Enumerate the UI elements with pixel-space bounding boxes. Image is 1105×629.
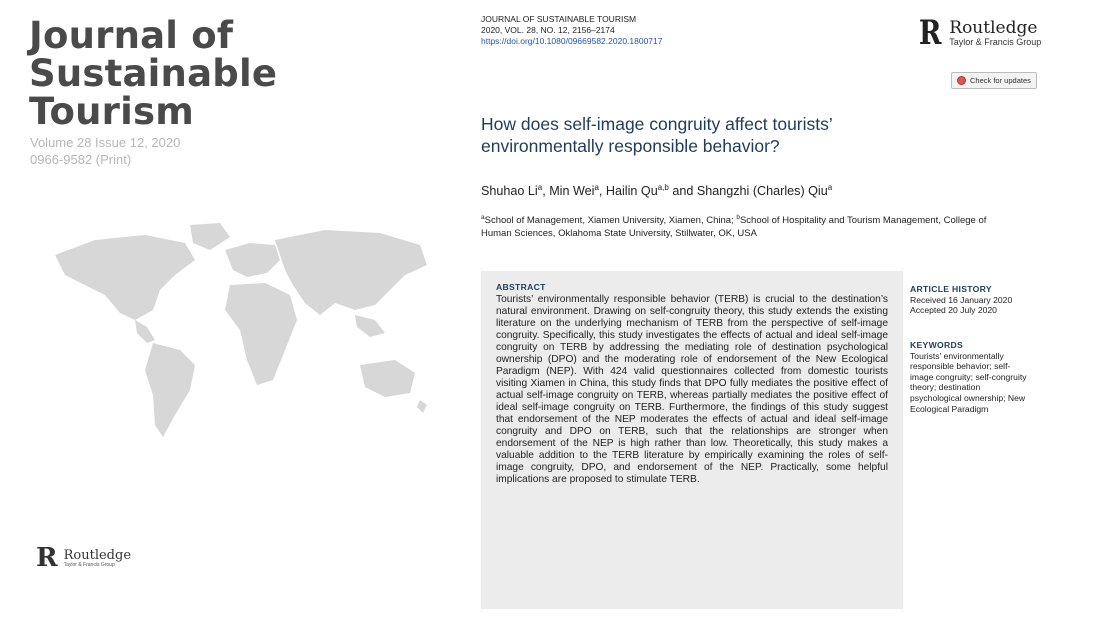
- journal-cover: [0, 0, 440, 629]
- routledge-logo-mark: R: [36, 543, 58, 573]
- volume-info: 2020, VOL. 28, NO. 12, 2156–2174: [481, 25, 615, 35]
- author-affiliation-mark: a: [594, 183, 599, 192]
- check-for-updates-label: Check for updates: [970, 76, 1031, 85]
- author-name: Hailin Qu: [605, 184, 658, 199]
- cover-publisher-subtitle: Taylor & Francis Group: [63, 561, 115, 568]
- keywords-heading: KEYWORDS: [910, 340, 964, 350]
- accepted-date: Accepted 20 July 2020: [910, 305, 997, 316]
- publisher-subtitle: Taylor & Francis Group: [949, 37, 1042, 47]
- abstract-heading: ABSTRACT: [496, 282, 546, 292]
- article-title: How does self-image congruity affect tourists’ environmentally responsible behavior?: [481, 114, 833, 156]
- publisher-logo: [916, 13, 1042, 53]
- cover-issn: 0966-9582 (Print): [30, 152, 132, 167]
- article-first-page: [448, 0, 1105, 629]
- author-name: Shuhao Li: [481, 184, 538, 199]
- author-name: Min Wei: [549, 184, 595, 199]
- author-affiliation-mark: a,b: [657, 183, 669, 192]
- received-date: Received 16 January 2020: [910, 294, 1013, 305]
- keywords-section: [910, 340, 1030, 414]
- world-map-graphic: [35, 215, 435, 445]
- author-list: Shuhao Li$^a$, Min Wei$^a$, Hailin Qu$^{a,b}$ and Shangzhi (Charles) Qiu$^a$: [481, 183, 833, 199]
- cover-volume: Volume 28 Issue 12, 2020: [30, 135, 181, 150]
- keywords-list: Tourists’ environmentally responsible behavior; self-image congruity; self-congruity theory; destination psychological ownership; New Ecological Paradigm: [910, 350, 1027, 414]
- cover-title-line-2: Sustainable: [29, 52, 278, 95]
- crossmark-icon: [957, 76, 966, 85]
- abstract-box: [481, 271, 903, 609]
- article-history-heading: ARTICLE HISTORY: [910, 284, 992, 294]
- journal-header: JOURNAL OF SUSTAINABLE TOURISM: [481, 14, 637, 24]
- check-for-updates-button[interactable]: [951, 72, 1037, 89]
- cover-title-line-3: Tourism: [29, 90, 194, 133]
- author-name: Shangzhi (Charles) Qiu: [696, 184, 828, 199]
- abstract-text: Tourists’ environmentally responsible behavior (TERB) is crucial to the destination’s natural environment. Drawing on self-congruity theory, this study extends the existing literature on the underlying mechanism of TERB from the perspective of self-image congruity. Specifically, this study investigates the effects of actual and ideal self-image congruity on TERB by addressing the mediating role of destination psychological ownership (DPO) and the moderating role of endorsement of the New Ecological Paradigm (NEP). With 424 valid questionnaires collected from domestic tourists visiting Xiamen in China, this study finds that DPO fully mediates the positive effect of actual self-image congruity on TERB, whereas partially mediates the positive effect of ideal self-image congruity on TERB. Furthermore, the findings of this study suggest that endorsement of the NEP moderates the effects of actual and ideal self-image congruity and DPO on TERB, such that the relationships are stronger when endorsement of the NEP is high rather than low. Theoretically, this study makes a valuable addition to the TERB literature by empirically examining the roles of self-image congruity, DPO, and endorsement of the NEP. Practically, some helpful implications are proposed to stimulate TERB.: [496, 294, 888, 485]
- publisher-name: Routledge: [949, 18, 1038, 38]
- affiliations: $^a$School of Management, Xiamen University, Xiamen, China; $^b$School of Hospitality and Tourism Management, College of Human Sciences, Oklahoma State University, Stillwater, OK, USA: [481, 214, 987, 240]
- article-history: [910, 284, 1030, 316]
- doi-link[interactable]: https://doi.org/10.1080/09669582.2020.1800717: [481, 36, 663, 46]
- cover-title-line-1: Journal of: [29, 14, 234, 57]
- cover-publisher-name: Routledge: [63, 547, 132, 563]
- routledge-logo-mark: R: [918, 13, 942, 53]
- affiliation-a: School of Management, Xiamen University, Xiamen, China;: [484, 215, 737, 227]
- author-affiliation-mark: a: [537, 183, 543, 192]
- cover-publisher-logo: [36, 545, 131, 571]
- affiliation-b: School of Hospitality and Tourism Management, College of Human Sciences, Oklahoma State University, Stillwater, OK, USA: [481, 215, 987, 240]
- author-affiliation-mark: a: [827, 183, 833, 192]
